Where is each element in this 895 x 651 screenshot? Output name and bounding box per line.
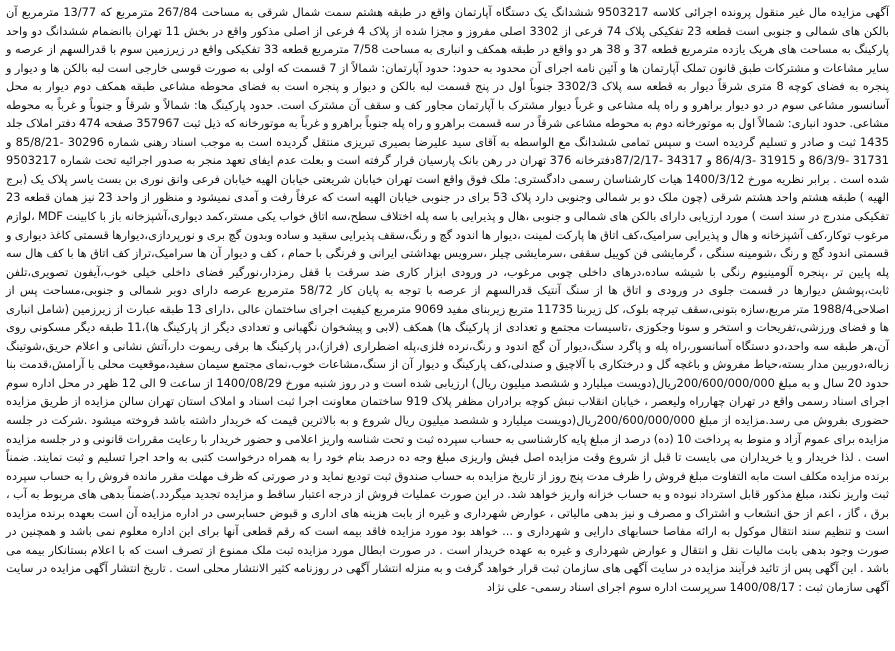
auction-notice-text: آگهی مزایده مال غیر منقول پرونده اجرائی کلاسه 9503217 ششدانگ یک دستگاه آپارتمان واقع در طبقه هشتم سمت شمال شرقی به مساحت 267/84 مترمربع که 13/77 مترمربع آن بالکن های شمالی و جنوبی است قطعه 23 تفکیکی پلاک 74 فرعی از 3302 اصلی مفروز و مجزا شده از پلاک 4 فرعی از اصلی مذکور واقع در بخش 11 تهران باانضمام ششدانگ دو واحد پارکینگ به مساحت های هریک یازده مترمربع قطعه 37 و 38 هر دو واقع در طبقه همکف و انباری به مساحت 7/58 مترمربع قطعه 33 تفکیکی واقع در زیرزمین سوم با قدرالسهم از عرصه و سایر مشاعات و مشترکات طبق قانون تملک آپارتمان ها و آئین نامه اجرای آن محدود به حدود: حدود آپارتمان: شمالاً از 7 قسمت که اولی به صورت قوسی خارجی است لبه بالکن ها و دیوار و پنجره به فضای کوچه 8 متری شرقاً دیوار به قطعه سه پلاک 3302/3 جنوباً اول در پنج قسمت لبه بالکن و دیوار و پنجره است به فضای محوطه مشاعی طبقه همکف دوم دیوار به محل آسانسور مشاعی سوم در دو دیوار براهرو و راه پله مشاعی و غرباً دیوار مشترک با آپارتمان مجاور کف و سقف آن مشترک است. حدود پارکینگ ها: شمالاً و شرقاً و جنوباً و غرباً به محوطه مشاعی. حدود انباری: شمالاً اول به موتورخانه دوم به محوطه مشاعی شرقاً در سه قسمت براهرو و راه پله جنوباً براهرو و غرباً به موتورخانه که ذیل ثبت 357967 صفحه 474 دفتر املاک جلد 1435 ثبت و صادر و تسلیم گردیده است و سپس تمامی ششدانگ مع الواسطه به آقای سید علیرضا بصیری تبریزی منتقل گردیده است به موجب اسناد رهنی شماره 30296 -85/8/21 و 31731 -86/3/9 و 31915 -86/4/3 و 34317 -87/2/17دفترخانه 376 تهران در رهن بانک پارسیان قرار گرفته است و بعلت عدم ایفای تعهد منجر به صدور اجرائیه تحت شماره 9503217 شده است . برابر نظریه مورخ 1400/3/12 هیات کارشناسان رسمی دادگستری: ملک فوق واقع است تهران خیابان شریعتی خیابان الهیه خیابان فرعی وانق نوری بن بست یاسر پلاک یک (برج الهیه ) طبقه هشتم واحد هشتم شرقی (چون ملک دو بر شمالی وجنوبی دارد پلاک 53 برای در جنوبی خیابان الهیه است که عرفاً رفت و آمدی نمیشود و منظور از واحد 23 نیز همان قطعه 23 تفکیکی مندرج در سند است ) مورد ارزیابی دارای بالکن های شمالی و جنوبی ،هال و پذیرایی با سه پله اختلاف سطح،سه اتاق خواب یکی مستر،کمد دیواری،آشپزخانه باز با کابینت MDF ،لوازم مرغوب توکار،کف آشپزخانه و هال و پذیرایی سرامیک،کف اتاق ها پارکت لمینت ،دیوار ها اندود گچ و رنگ،سقف پذیرایی سقید و ساده وبدون گچ بری و نورپردازی،دیوارها قسمتی کاغذ دیواری و قسمتی اندود گچ و رنگ ،شومینه سنگی ، گرمایشی فن کوییل سقفی ،سرمایشی چیلر ،سرویس بهداشتی ایرانی و فرنگی با حمام ، کف و دیوار آن ها سرامیک،تراز کف اتاق ها با کف هال سه پله پایین تر ،پنجره آلومینیوم رنگی با شیشه ساده،درهای داخلی چوبی مرغوب، در ورودی ابزار کاری ضد سرقت با قفل رمزدار،نورگیر فضای داخلی خیلی خوب،آیفون تصویری،تلفن ثابت،پوشش دیوارها در قسمت جلوی در ورودی و اتاق ها از سنگ آنتیک قدرالسهم از عرصه با توجه به پایان کار 58/72 مترمربع عرصه دارای دوبر شمالی و جنوبی،مساحت پس از اصلاحی1988/4 متر مربع،سازه بتونی،سقف تیرچه بلوک، کل زیربنا 11735 متربع زیربنای مفید 9069 مترمربع کیفیت اجرای ساختمان عالی ،دارای 13 طبقه عبارت از زیرزمین (شامل انباری ها و فضای ورزشی،تفریحات و استخر و سونا وجکوزی ،تاسیسات مجتمع و تعدادی از پارکینگ ها) همکف (لابی و پیشخوان نگهبانی و تعدادی دیگر از پارکینگ ها)،11 طبقه دیگر مسکونی روی آن،هر طبقه سه واحد،دو دستگاه آسانسور،راه پله و پاگرد سنگ،دیوار آن گچ اندود و رنگ،نرده فلزی،پله اضطراری (فراز)،در پارکینگ ها برقی ریموت دار،آتش نشانی و اعلام حریق،شوتینگ زباله،دوربین مدار بسته،حیاط مفروش و باغچه گل و درختکاری با آلاچیق و صندلی،کف پارکینگ و دیوار آن از سنگ،مشاعات خوب،نمای مجتمع سیمان سفید،موقعیت محلی با آرامش،قدمت بنا حدود 20 سال و به مبلغ 200/600/000/000ریال(دویست میلیارد و ششصد میلیون ریال) ارزیابی شده است و در روز شنبه مورخ 1400/08/29 از ساعت 9 الی 12 ظهر در محل اداره سوم اجرای اسناد رسمی واقع در تهران چهارراه ولیعصر ، خیابان انقلاب نبش کوچه برادران مظفر پلاک 919 ساختمان معاونت اجرا ثبت اسناد و املاک استان تهران سالن مزایده از طریق مزایده حضوری بفروش می رسد.مزایده از مبلغ 200/600/000/000ریال(دویست میلیارد و ششصد میلیون ریال شروع و به بالاترین قیمت که خریدار داشته باشد فروخته میشود .شرکت در جلسه مزایده برای عموم آزاد و منوط به پرداخت 10 (ده) درصد از مبلغ پایه کارشناسی به حساب سپرده ثبت و تحت شناسه واریز اعلامی و حضور خریدار با رعایت مقررات قانونی و در جلسه مزایده است . لذا خریدار و یا خریداران می بایست تا قبل از شروع وقت مزایده اصل فیش واریزی مبلغ وجه ده درصد بنام خود را به همراه درخواست کتبی به واحد اجرا تسلیم و ثبت نمایند. ضمناً برنده مزایده مکلف است مابه التفاوت مبلغ فروش را ظرف مدت پنج روز از تاریخ مزایده به حساب صندوق ثبت تودیع نماید و در صورتی که ظرف مهلت مقرر مانده فروش را به حساب سپرده ثبت واریز نکند، مبلغ مذکور قابل استرداد نبوده و به حساب خزانه واریز خواهد شد. در این صورت عملیات فروش از درجه اعتبار ساقط و مزایده تجدید میگردد.)ضمناً بدهی های مربوط به آب ، برق ، گاز ، اعم از حق انشعاب و اشتراک و مصرف و نیز بدهی مالیاتی ، عوارض شهرداری و غیره از بابت هزینه های اداری و قبوض حسابرسی در اداره مزایده آن است بعهده برنده مزایده است و تنظیم سند انتقال موکول به ارائه مفاصا حسابهای دارایی و شهرداری و ... خواهد بود مورد مزایده فاقد بیمه است که رقم قطعی آنها برای این اداره معلوم نمی باشد و همچنین در صورت وجود بدهی بابت مالیات نقل و انتقال و عوارض شهرداری و غیره به عهده خریدار است . در صورت ابطال مورد مزایده ثبت ملک ممنوع از تصرف است که با اعلام بستانکار بیمه می باشد . این آگهی پس از تائید فرآیند مزایده در سایت آگهی های سازمان ثبت قرار خواهد گرفت و به منزله انتشار آگهی در روزنامه کثیر الانتشار محلی است . تاریخ انتشار آگهی مزایده در سایت آگهی سازمان ثبت : 1400/08/17 سرپرست اداره سوم اجرای اسناد رسمی- علی نژاد [6, 5, 890, 594]
